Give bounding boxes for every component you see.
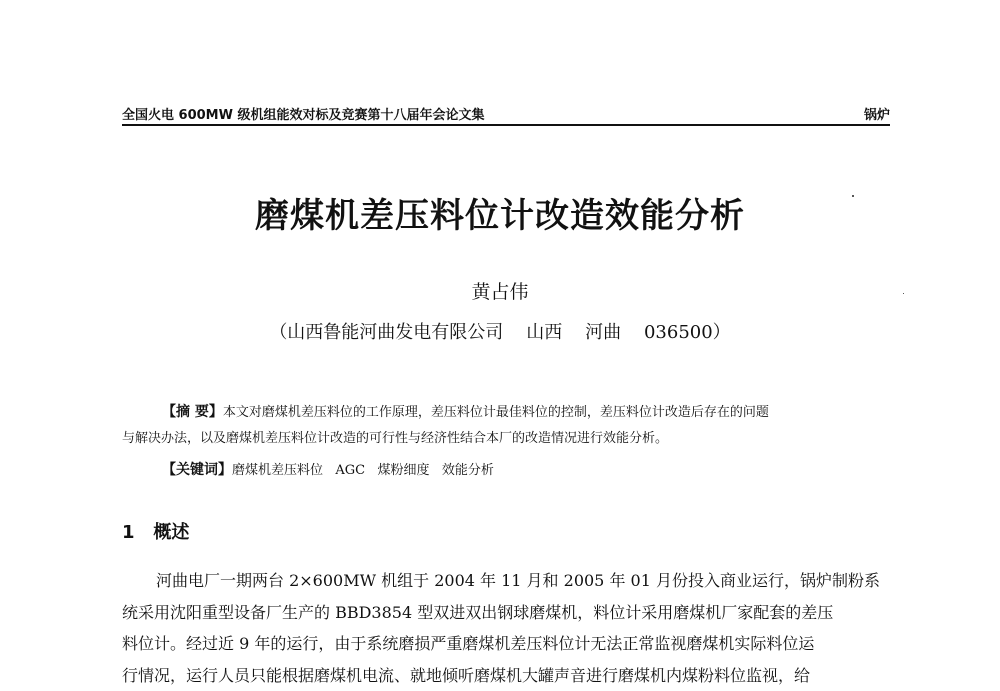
keywords-tag: 【关键词】 <box>162 462 232 478</box>
section-heading: 1 概述 <box>122 518 189 544</box>
body-line: 行情况，运行人员只能根据磨煤机电流、就地倾听磨煤机大罐声音进行磨煤机内煤粉料位监视，给 <box>122 660 890 691</box>
category-label: 锅炉 <box>864 104 890 123</box>
body-line: 统采用沈阳重型设备厂生产的 BBD3854 型双进双出钢球磨煤机，料位计采用磨煤机厂家配套的差压 <box>122 597 890 629</box>
keywords <box>162 459 494 479</box>
author-name: 黄占伟 <box>0 277 1000 304</box>
abstract-line-2: 与解决办法，以及磨煤机差压料位计改造的可行性与经济性结合本厂的改造情况进行效能分析。 <box>122 426 890 452</box>
abstract-line-1 <box>122 399 890 426</box>
author-affiliation: （山西鲁能河曲发电有限公司 山西 河曲 036500） <box>0 318 1000 344</box>
section-body <box>122 565 890 691</box>
body-line: 料位计。经过近 9 年的运行，由于系统磨损严重磨煤机差压料位计无法正常监视磨煤机实际料位运 <box>122 628 890 660</box>
proceedings-title: 全国火电 600MW 级机组能效对标及竞赛第十八届年会论文集 <box>122 104 484 123</box>
abstract <box>122 399 890 452</box>
running-header <box>122 102 890 126</box>
abstract-text-1: 本文对磨煤机差压料位的工作原理，差压料位计最佳料位的控制，差压料位计改造后存在的问题 <box>223 405 769 420</box>
paper-title: 磨煤机差压料位计改造效能分析 <box>0 188 1000 237</box>
body-line: 河曲电厂一期两台 2×600MW 机组于 2004 年 11 月和 2005 年 01 月份投入商业运行，锅炉制粉系 <box>122 565 890 597</box>
keywords-text: 磨煤机差压料位 AGC 煤粉细度 效能分析 <box>232 463 494 478</box>
scan-speck <box>903 293 904 294</box>
abstract-tag: 【摘 要】 <box>162 404 223 420</box>
scan-speck <box>852 195 854 197</box>
